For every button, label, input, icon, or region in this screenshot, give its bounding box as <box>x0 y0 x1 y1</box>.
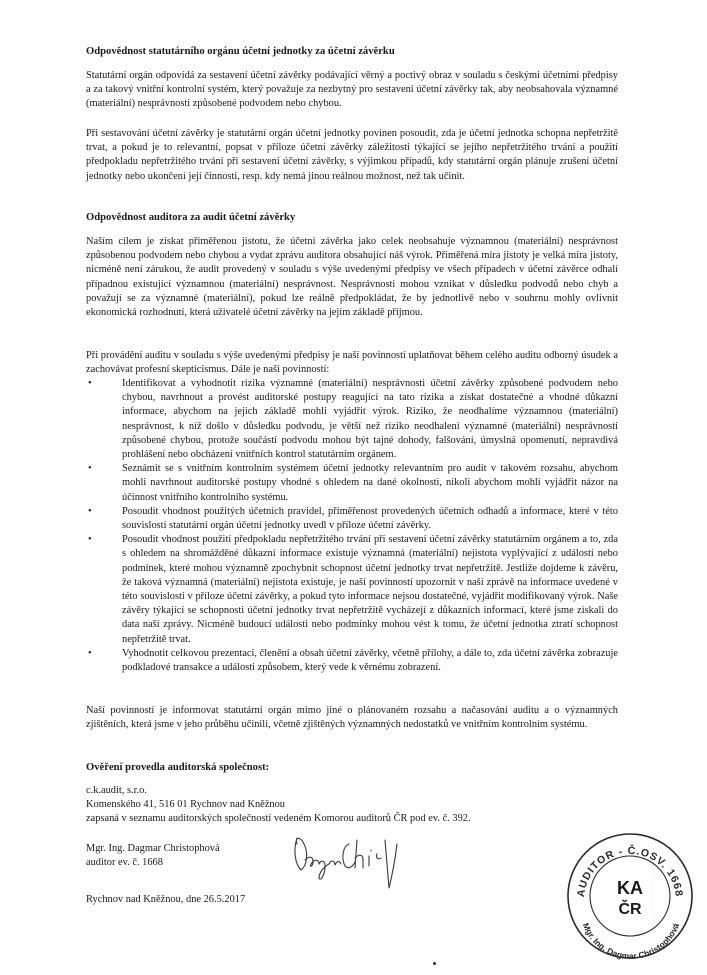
list-item: • Posoudit vhodnost použitých účetních pravidel, přiměřenost provedených účetních odhadů a informace, které v této souvislosti statutární orgán účetní jednotky uvedl v příloze účetní závěrky. <box>86 505 618 533</box>
paragraph-auditor-3: Naší povinností je informovat statutární orgán mimo jiné o plánovaném rozsahu a načasování auditu a o významných zjištěních, která jsme v jeho průběhu učinili, včetně zjištěných významných nedostatků ve vnitřním kontrolním systému. <box>86 705 618 731</box>
place-date: Rychnov nad Kněžnou, dne 26.5.2017 <box>86 894 246 905</box>
paragraph-auditor-1: Naším cílem je získat přiměřenou jistotu, že účetní závěrka jako celek neobsahuje významnou (materiální) nesprávnost způsobenou podvodem nebo chybou a vydat zprávu auditora obsahující náš výrok. Přiměřená míra jistoty je velká míra jistoty, nicméně není zárukou, že audit provedený v souladu s výše uvedenými předpisy ve všech případech v účetní závěrce odhalí případnou existující významnou (materiální) nesprávnost. Nesprávnosti mohou vznikat v důsledku podvodů nebo chyb a považují se za významné (materiální), pokud lze reálně předpokládat, že by jednotlivě nebo v souhrnu mohly ovlivnit ekonomická rozhodnutí, která uživatelé účetní závěrky na jejím základě přijmou. <box>86 236 618 319</box>
list-item: • Posoudit vhodnost použití předpokladu nepřetržitého trvání při sestavení účetní závěrky statutárním orgánem a to, zda s ohledem na shromážděné důkazní informace existuje významná (materiální) nejistota vyplývající z událostí nebo podmínek, které mohou významně zpochybnit schopnost účetní jednotky trvat nepřetržitě. Jestliže dojdeme k závěru, že taková významná (materiální) nejistota existuje, je naší povinností upozornit v naší zprávě na informace uvedené v této souvislosti v příloze účetní závěrky, a pokud tyto informace nejsou dostatečné, vyjádřit modifikovaný výrok. Naše závěry týkající se schopnosti účetní jednotky trvat nepřetržitě vycházejí z důkazních informací, které jsme získali do data naší zprávy. Nicméně budoucí události nebo podmínky mohou vést k tomu, že účetní jednotka ztratí schopnost nepřetržitě trvat. <box>86 533 618 647</box>
paragraph-auditor-2: Při provádění auditu v souladu s výše uvedenými předpisy je naší povinností uplatňovat během celého auditu odborný úsudek a zachovávat profesní skepticismus. Dále je naší povinností: <box>86 350 618 376</box>
list-item: • Seznámit se s vnitřním kontrolním systémem účetní jednotky relevantním pro audit v takovém rozsahu, abychom mohli navrhnout auditorské postupy vhodné s ohledem na dané okolnosti, nikoli abychom mohli vyjádřit názor na účinnost vnitřního kontrolního systému. <box>86 462 618 505</box>
heading-statutory: Odpovědnost statutárního orgánu účetní jednotky za účetní závěrku <box>86 46 395 57</box>
signature <box>285 830 420 890</box>
list-item: • Vyhodnotit celkovou prezentaci, členění a obsah účetní závěrky, včetně přílohy, a dále to, zda účetní závěrka zobrazuje podkladové transakce a události způsobem, který vede k věrnému zobrazení. <box>86 647 618 675</box>
auditor-duties-list <box>86 377 618 675</box>
stamp-bottom-text: Mgr. Ing. Dagmar Christophová <box>580 921 682 962</box>
paragraph-statutory-2: Při sestavování účetní závěrky je statutární orgán účetní jednotky povinen posoudit, zda je účetní jednotka schopna nepřetržitě trvat, a pokud je to relevantní, popsat v příloze účetní závěrky záležitosti týkající se jejího nepřetržitého trvání a použití předpokladu nepřetržitého trvání při sestavení účetní závěrky, s výjimkou případů, kdy statutární orgán plánuje zrušení účetní jednotky nebo ukončení její činnosti, resp. kdy nemá jinou reálnou možnost, než tak učinit. <box>86 128 618 182</box>
paragraph-statutory-1: Statutární orgán odpovídá za sestavení účetní závěrky podávající věrný a poctivý obraz v souladu s českými účetními předpisy a za takový vnitřní kontrolní systém, který považuje za nezbytný pro sestavení účetní závěrky tak, aby neobsahovala významné (materiální) nesprávnosti způsobené podvodem nebo chybou. <box>86 70 618 110</box>
heading-verification: Ověření provedla auditorská společnost: <box>86 762 270 773</box>
stamp-logo-top: KA <box>617 878 643 898</box>
company-name: c.k.audit, s.r.o. <box>86 785 147 796</box>
company-registration: zapsaná v seznamu auditorských společností vedeném Komorou auditorů ČR pod ev. č. 392. <box>86 813 471 824</box>
stamp-arc-text: AUDITOR - Č.OSV. 1668 <box>574 844 685 898</box>
list-item: • Identifikovat a vyhodnotit rizika významné (materiální) nesprávnosti účetní závěrky způsobené podvodem nebo chybou, navrhnout a provést auditorské postupy reagující na tato rizika a získat dostatečné a vhodné důkazní informace, abychom na jejich základě mohli vyjádřit výrok. Riziko, že neodhalíme významnou (materiální) nesprávnost, k níž došlo v důsledku podvodu, je větší než riziko neodhalení významné (materiální) nesprávnosti způsobené chybou, protože součástí podvodu mohou být tajné dohody, falšování, úmyslná opomenutí, nepravdivá prohlášení nebo obcházení vnitřních kontrol statutárním orgánem. <box>86 377 618 462</box>
auditor-registration: auditor ev. č. 1668 <box>86 857 163 868</box>
stamp-logo-bottom: ČR <box>618 901 642 918</box>
company-address: Komenského 41, 516 01 Rychnov nad Kněžnou <box>86 799 285 810</box>
scan-speck <box>433 962 436 965</box>
heading-auditor: Odpovědnost auditora za audit účetní závěrky <box>86 212 296 223</box>
auditor-stamp <box>560 822 700 962</box>
auditor-name: Mgr. Ing. Dagmar Christophová <box>86 843 220 854</box>
svg-text:Mgr. Ing. Dagmar Christophová <box>581 921 681 961</box>
